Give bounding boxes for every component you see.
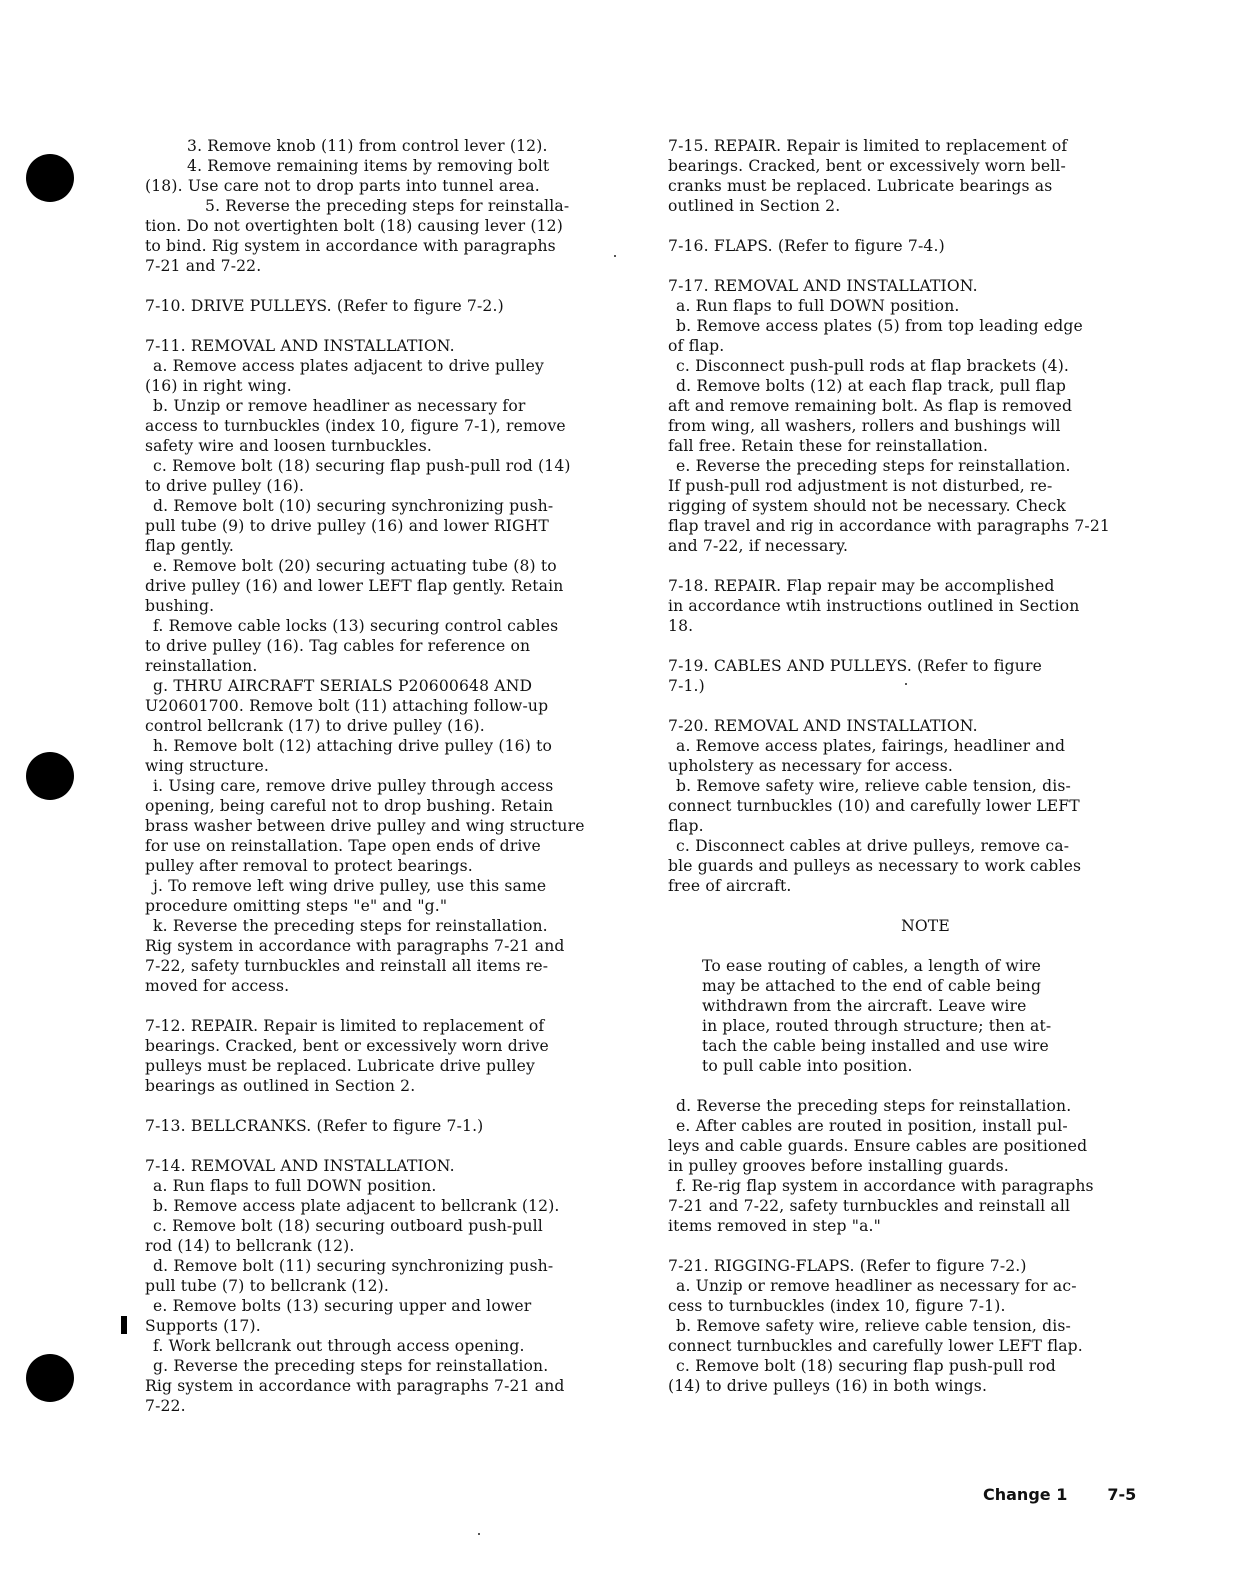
text-line: e. Reverse the preceding steps for reinstallation. (676, 457, 1071, 475)
paragraph-gap (145, 996, 625, 1016)
text-line: reinstallation. (145, 657, 258, 675)
text-line: flap travel and rig in accordance with paragraphs 7-21 (668, 517, 1110, 535)
text-line: upholstery as necessary for access. (668, 757, 953, 775)
text-line: (18). Use care not to drop parts into tunnel area. (145, 177, 540, 195)
text-line: outlined in Section 2. (668, 197, 841, 215)
text-line: e. After cables are routed in position, install pul- (676, 1117, 1068, 1135)
page-number: 7-5 (1107, 1485, 1137, 1504)
text-line: for use on reinstallation. Tape open ends of drive (145, 837, 541, 855)
text-line: withdrawn from the aircraft. Leave wire (702, 997, 1027, 1015)
text-line: drive pulley (16) and lower LEFT flap gently. Retain (145, 577, 564, 595)
paragraph-gap (668, 696, 1163, 716)
text-line: fall free. Retain these for reinstallation. (668, 437, 989, 455)
text-line: 7-22. (145, 1397, 186, 1415)
text-line: g. THRU AIRCRAFT SERIALS P20600648 AND (153, 677, 533, 695)
text-line: pull tube (9) to drive pulley (16) and lower RIGHT (145, 517, 549, 535)
text-line: connect turnbuckles and carefully lower LEFT flap. (668, 1337, 1083, 1355)
text-line: b. Remove safety wire, relieve cable tension, dis- (676, 777, 1071, 795)
text-line: connect turnbuckles (10) and carefully lower LEFT (668, 797, 1080, 815)
text-line: f. Remove cable locks (13) securing control cables (153, 617, 559, 635)
text-line: rod (14) to bellcrank (12). (145, 1237, 355, 1255)
text-line: c. Remove bolt (18) securing flap push-pull rod (14) (153, 457, 571, 475)
text-line: tach the cable being installed and use wire (702, 1037, 1049, 1055)
binder-hole-bottom (26, 1354, 74, 1402)
text-line: d. Remove bolts (12) at each flap track, pull flap (676, 377, 1066, 395)
text-line: rigging of system should not be necessary. Check (668, 497, 1066, 515)
text-line: to bind. Rig system in accordance with paragraphs (145, 237, 556, 255)
paragraph-gap (668, 896, 1163, 916)
text-line: free of aircraft. (668, 877, 792, 895)
text-line: in pulley grooves before installing guards. (668, 1157, 1009, 1175)
text-line: flap gently. (145, 537, 234, 555)
text-line: bearings. Cracked, bent or excessively worn bell- (668, 157, 1066, 175)
paragraph-gap (668, 256, 1163, 276)
text-line: j. To remove left wing drive pulley, use this same (153, 877, 547, 895)
text-line: 7-20. REMOVAL AND INSTALLATION. (668, 717, 978, 735)
text-line: a. Remove access plates, fairings, headliner and (676, 737, 1066, 755)
text-line: bushing. (145, 597, 215, 615)
text-line: d. Remove bolt (11) securing synchronizing push- (153, 1257, 554, 1275)
text-line: e. Remove bolts (13) securing upper and lower (153, 1297, 532, 1315)
text-line: brass washer between drive pulley and wing structure (145, 817, 585, 835)
text-line: opening, being careful not to drop bushing. Retain (145, 797, 554, 815)
text-line: access to turnbuckles (index 10, figure 7-1), remove (145, 417, 566, 435)
text-line: 7-1.) (668, 677, 705, 695)
text-line: pull tube (7) to bellcrank (12). (145, 1277, 389, 1295)
text-line: f. Re-rig flap system in accordance with paragraphs (676, 1177, 1094, 1195)
paragraph-gap (668, 1236, 1163, 1256)
text-line: ble guards and pulleys as necessary to work cables (668, 857, 1082, 875)
text-line: in place, routed through structure; then at- (702, 1017, 1052, 1035)
text-line: 7-14. REMOVAL AND INSTALLATION. (145, 1157, 455, 1175)
text-line: bearings as outlined in Section 2. (145, 1077, 416, 1095)
text-line: b. Remove safety wire, relieve cable tension, dis- (676, 1317, 1071, 1335)
text-line: (14) to drive pulleys (16) in both wings. (668, 1377, 988, 1395)
text-line: k. Reverse the preceding steps for reinstallation. (153, 917, 548, 935)
text-line: a. Run flaps to full DOWN position. (676, 297, 960, 315)
text-line: 7-11. REMOVAL AND INSTALLATION. (145, 337, 455, 355)
text-line: 5. Reverse the preceding steps for reinstalla- (205, 197, 570, 215)
text-line: Rig system in accordance with paragraphs 7-21 and (145, 1377, 565, 1395)
text-line: b. Remove access plate adjacent to bellcrank (12). (153, 1197, 560, 1215)
text-line: c. Disconnect push-pull rods at flap brackets (4). (676, 357, 1070, 375)
paragraph-gap (145, 276, 625, 296)
change-bar (121, 1316, 127, 1334)
text-line: a. Remove access plates adjacent to drive pulley (153, 357, 544, 375)
text-line: aft and remove remaining bolt. As flap is removed (668, 397, 1073, 415)
text-line: pulley after removal to protect bearings. (145, 857, 473, 875)
text-line: may be attached to the end of cable being (702, 977, 1042, 995)
text-line: To ease routing of cables, a length of wire (702, 957, 1041, 975)
binder-hole-middle (26, 752, 74, 800)
text-line: c. Disconnect cables at drive pulleys, remove ca- (676, 837, 1070, 855)
text-line (145, 1316, 625, 1336)
paragraph-gap (145, 316, 625, 336)
text-line: g. Reverse the preceding steps for reinstallation. (153, 1357, 549, 1375)
scan-speck (905, 683, 907, 685)
text-line: in accordance wtih instructions outlined in Section (668, 597, 1080, 615)
text-line: c. Remove bolt (18) securing outboard push-pull (153, 1217, 543, 1235)
text-line: to drive pulley (16). (145, 477, 305, 495)
text-line: 3. Remove knob (11) from control lever (12). (187, 137, 548, 155)
text-line: Rig system in accordance with paragraphs 7-21 and (145, 937, 565, 955)
text-line: 7-21 and 7-22, safety turnbuckles and reinstall all (668, 1197, 1071, 1215)
text-line: of flap. (668, 337, 725, 355)
text-line: 7-16. FLAPS. (Refer to figure 7-4.) (668, 237, 945, 255)
text-line: a. Run flaps to full DOWN position. (153, 1177, 437, 1195)
text-line: from wing, all washers, rollers and bushings will (668, 417, 1061, 435)
text-line: 7-21. RIGGING-FLAPS. (Refer to figure 7-2.) (668, 1257, 1027, 1275)
text-line: items removed in step "a." (668, 1217, 881, 1235)
text-line: 7-10. DRIVE PULLEYS. (Refer to figure 7-2.) (145, 297, 504, 315)
text-line: flap. (668, 817, 704, 835)
text-line: 7-22, safety turnbuckles and reinstall all items re- (145, 957, 549, 975)
text-line: to drive pulley (16). Tag cables for reference on (145, 637, 531, 655)
change-label: Change 1 (983, 1485, 1068, 1504)
text-line: d. Reverse the preceding steps for reinstallation. (676, 1097, 1072, 1115)
text-line: tion. Do not overtighten bolt (18) causing lever (12) (145, 217, 563, 235)
text-line: control bellcrank (17) to drive pulley (16). (145, 717, 485, 735)
text-line: 7-13. BELLCRANKS. (Refer to figure 7-1.) (145, 1117, 484, 1135)
text-line: c. Remove bolt (18) securing flap push-pull rod (676, 1357, 1056, 1375)
paragraph-gap (668, 936, 1163, 956)
text-line: and 7-22, if necessary. (668, 537, 849, 555)
left-column (145, 136, 625, 1416)
text-line: procedure omitting steps "e" and "g." (145, 897, 448, 915)
paragraph-gap (145, 1096, 625, 1116)
text-line-content: Supports (17). (145, 1317, 261, 1335)
text-line: d. Remove bolt (10) securing synchronizing push- (153, 497, 554, 515)
paragraph-gap (668, 216, 1163, 236)
text-line: cranks must be replaced. Lubricate bearings as (668, 177, 1053, 195)
text-line: i. Using care, remove drive pulley through access (153, 777, 554, 795)
text-line: moved for access. (145, 977, 290, 995)
text-line: h. Remove bolt (12) attaching drive pulley (16) to (153, 737, 553, 755)
paragraph-gap (668, 556, 1163, 576)
text-line: leys and cable guards. Ensure cables are positioned (668, 1137, 1088, 1155)
text-line: 7-12. REPAIR. Repair is limited to replacement of (145, 1017, 545, 1035)
text-line: safety wire and loosen turnbuckles. (145, 437, 433, 455)
paragraph-gap (668, 1076, 1163, 1096)
right-column (668, 136, 1163, 1396)
text-line: 4. Remove remaining items by removing bolt (187, 157, 550, 175)
text-line: 7-15. REPAIR. Repair is limited to replacement of (668, 137, 1068, 155)
text-line: f. Work bellcrank out through access opening. (153, 1337, 525, 1355)
text-line: wing structure. (145, 757, 270, 775)
text-line: (16) in right wing. (145, 377, 292, 395)
text-line: b. Remove access plates (5) from top leading edge (676, 317, 1083, 335)
paragraph-gap (668, 636, 1163, 656)
scan-speck (614, 255, 616, 257)
text-line: If push-pull rod adjustment is not disturbed, re- (668, 477, 1053, 495)
text-line: bearings. Cracked, bent or excessively worn drive (145, 1037, 549, 1055)
binder-hole-top (26, 154, 74, 202)
text-line: 7-19. CABLES AND PULLEYS. (Refer to figure (668, 657, 1042, 675)
text-line: e. Remove bolt (20) securing actuating tube (8) to (153, 557, 557, 575)
page-footer (983, 1485, 1136, 1504)
text-line: 18. (668, 617, 694, 635)
text-line: U20601700. Remove bolt (11) attaching follow-up (145, 697, 549, 715)
note-heading: NOTE (901, 917, 950, 935)
text-line: 7-21 and 7-22. (145, 257, 262, 275)
text-line: 7-18. REPAIR. Flap repair may be accomplished (668, 577, 1055, 595)
scan-speck (478, 1533, 480, 1535)
paragraph-gap (145, 1136, 625, 1156)
text-line: cess to turnbuckles (index 10, figure 7-1). (668, 1297, 1006, 1315)
text-line: pulleys must be replaced. Lubricate drive pulley (145, 1057, 535, 1075)
text-line: to pull cable into position. (702, 1057, 913, 1075)
text-line: 7-17. REMOVAL AND INSTALLATION. (668, 277, 978, 295)
text-line: b. Unzip or remove headliner as necessary for (153, 397, 526, 415)
text-line: a. Unzip or remove headliner as necessary for ac- (676, 1277, 1077, 1295)
